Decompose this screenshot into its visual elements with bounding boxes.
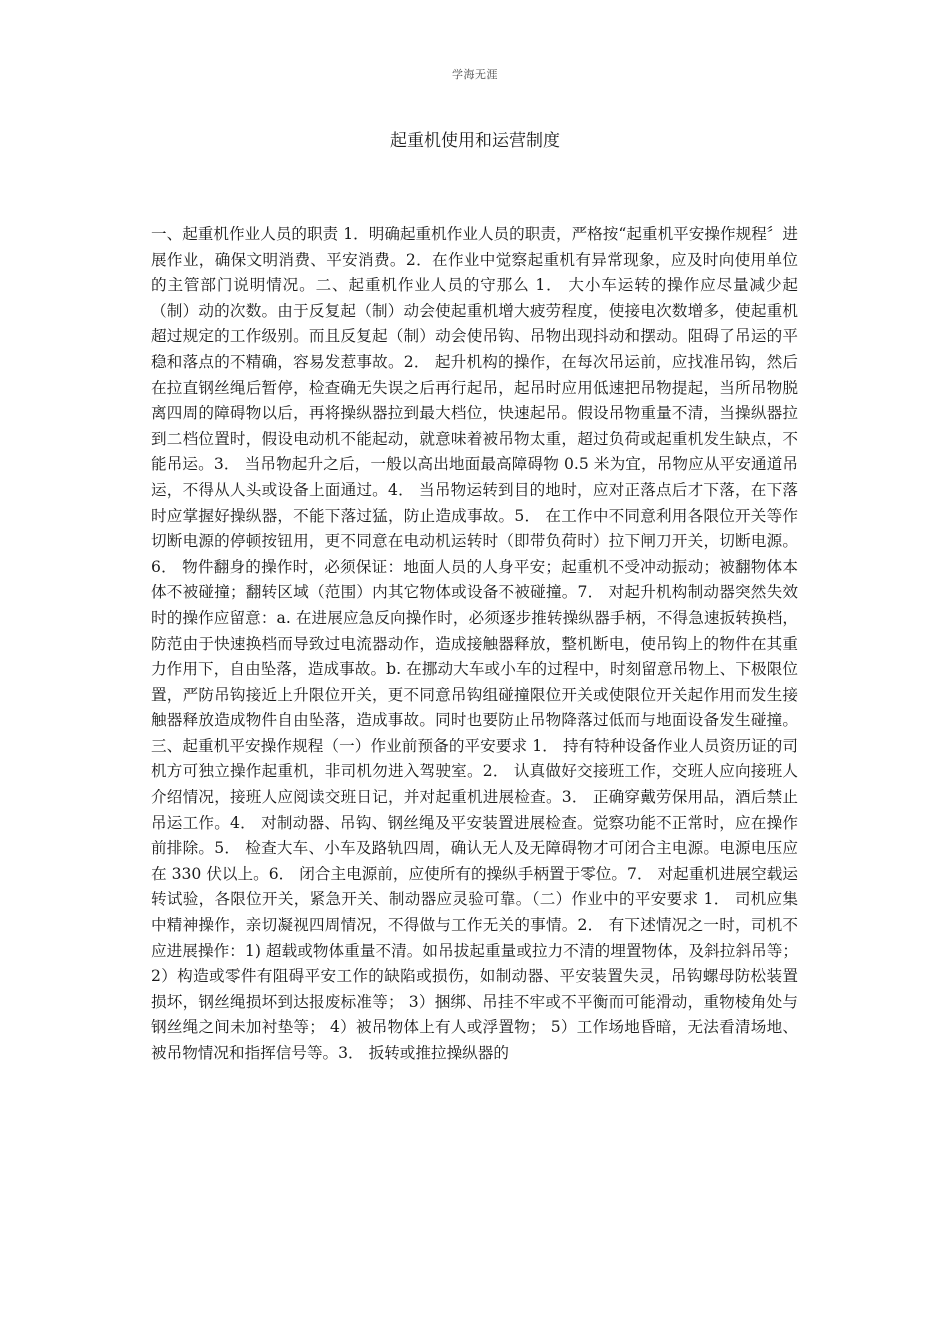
- document-title: 起重机使用和运营制度: [390, 131, 560, 151]
- page-header: 学海无涯: [452, 68, 498, 81]
- document-body: 一、起重机作业人员的职责 1．明确起重机作业人员的职责，严格按“起重机平安操作规程〞进展作业，确保文明消费、平安消费。2．在作业中觉察起重机有异常现象，应及时向使用单位的主管部门说明情况。二、起重机作业人员的守那么 1． 大小车运转的操作应尽量减少起（制）动的次数。由于反复起（制）动会使起重机增大疲劳程度，使接电次数增多，使起重机超过规定的工作级别。而且反复起（制）动会使吊钩、吊物出现抖动和摆动。阻碍了吊运的平稳和落点的不精确，容易发惹事故。2． 起升机构的操作，在每次吊运前，应找准吊钩，然后在拉直钢丝绳后暂停，检查确无失误之后再行起吊，起吊时应用低速把吊物提起，当所吊物脱离四周的障碍物以后，再将操纵器拉到最大档位，快速起吊。假设吊物重量不清，当操纵器拉到二档位置时，假设电动机不能起动，就意味着被吊物太重，超过负荷或起重机发生缺点，不能吊运。3． 当吊物起升之后，一般以高出地面最高障碍物 0.5 米为宜，吊物应从平安通道吊运，不得从人头或设备上面通过。4． 当吊物运转到目的地时，应对正落点后才下落，在下落时应掌握好操纵器，不能下落过猛，防止造成事故。5． 在工作中不同意利用各限位开关等作切断电源的停顿按钮用，更不同意在电动机运转时（即带负荷时）拉下闸刀开关，切断电源。6． 物件翻身的操作时，必须保证：地面人员的人身平安；起重机不受冲动振动；被翻物体本体不被碰撞；翻转区域（范围）内其它物体或设备不被碰撞。7． 对起升机构制动器突然失效时的操作应留意：a. 在进展应急反向操作时，必须逐步推转操纵器手柄，不得急速扳转换档，防范由于快速换档而导致过电流器动作，造成接触器释放，整机断电，使吊钩上的物件在其重力作用下，自由坠落，造成事故。b. 在挪动大车或小车的过程中，时刻留意吊物上、下极限位置，严防吊钩接近上升限位开关，更不同意吊钩组碰撞限位开关或使限位开关起作用而发生接触器释放造成物件自由坠落，造成事故。同时也要防止吊物降落过低而与地面设备发生碰撞。三、起重机平安操作规程（一）作业前预备的平安要求 1． 持有特种设备作业人员资历证的司机方可独立操作起重机，非司机勿进入驾驶室。2． 认真做好交接班工作，交班人应向接班人介绍情况，接班人应阅读交班日记，并对起重机进展检查。3． 正确穿戴劳保用品，酒后禁止吊运工作。4． 对制动器、吊钩、钢丝绳及平安装置进展检查。觉察功能不正常时，应在操作前排除。5． 检查大车、小车及路轨四周，确认无人及无障碍物才可闭合主电源。电源电压应在 330 伏以上。6． 闭合主电源前，应使所有的操纵手柄置于零位。7． 对起重机进展空载运转试验，各限位开关，紧急开关、制动器应灵验可靠。（二）作业中的平安要求 1． 司机应集中精神操作，亲切凝视四周情况，不得做与工作无关的事情。2． 有下述情况之一时，司机不应进展操作：1) 超载或物体重量不清。如吊拔起重量或拉力不清的埋置物体，及斜拉斜吊等； 2）构造或零件有阻碍平安工作的缺陷或损伤，如制动器、平安装置失灵，吊钩螺母防松装置损坏，钢丝绳损坏到达报废标准等； 3）捆绑、吊挂不牢或不平衡而可能滑动，重物棱角处与钢丝绳之间未加衬垫等； 4）被吊物体上有人或浮置物； 5）工作场地昏暗，无法看清场地、被吊物情况和指挥信号等。3． 扳转或推拉操纵器的: [151, 225, 798, 1062]
